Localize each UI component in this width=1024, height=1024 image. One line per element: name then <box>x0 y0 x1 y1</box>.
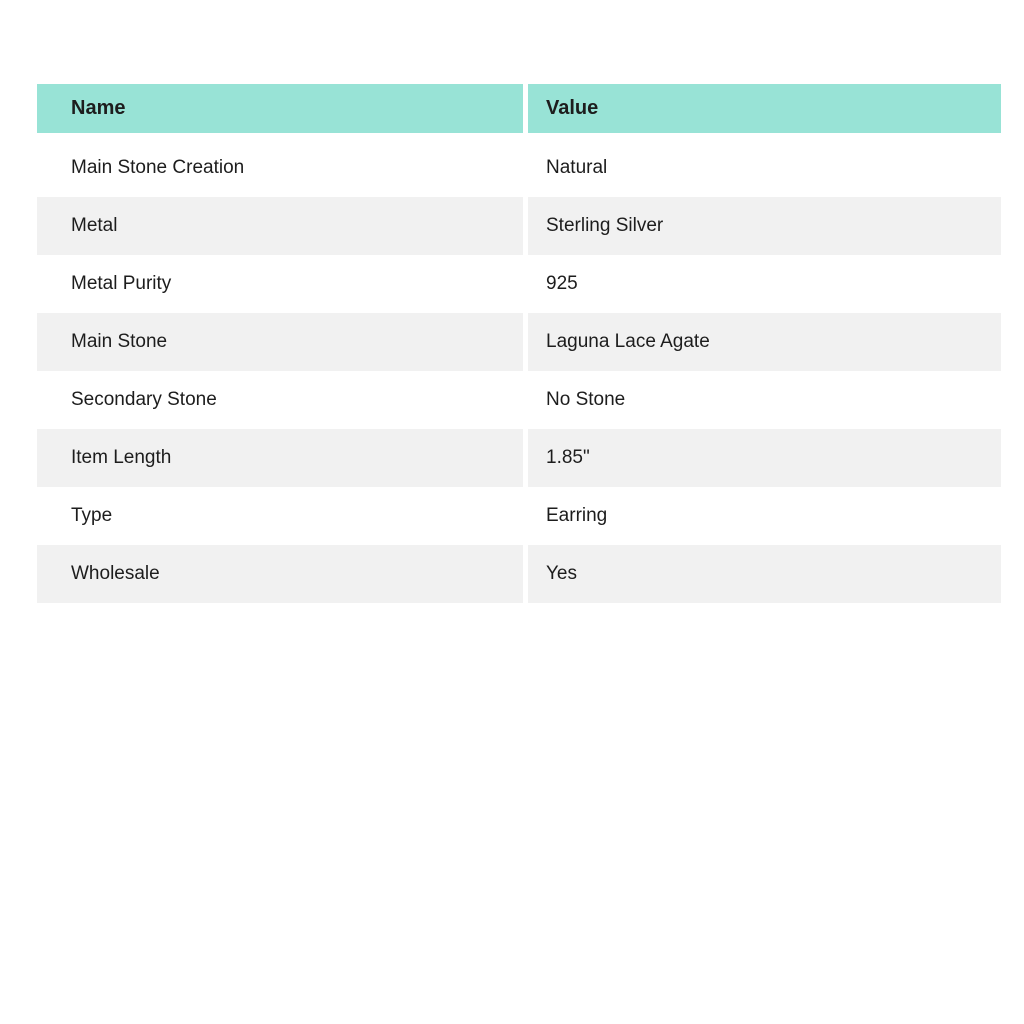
attribute-name-cell <box>37 371 523 429</box>
attribute-name-label: Wholesale <box>71 563 160 584</box>
attribute-value-cell <box>528 429 1001 487</box>
attribute-name-cell <box>37 197 523 255</box>
attribute-value-cell <box>528 197 1001 255</box>
table-row <box>37 197 1001 255</box>
attribute-name-cell <box>37 487 523 545</box>
attribute-name-cell <box>37 429 523 487</box>
attribute-value-label: Sterling Silver <box>546 215 664 236</box>
attribute-name-label: Main Stone Creation <box>71 157 245 178</box>
attribute-name-label: Metal <box>71 215 118 236</box>
attribute-value-label: Natural <box>546 157 608 178</box>
table-row <box>37 371 1001 429</box>
attribute-value-label: Yes <box>546 563 577 584</box>
attribute-name-label: Item Length <box>71 447 172 468</box>
table-row <box>37 139 1001 197</box>
attribute-value-label: Earring <box>546 505 608 526</box>
table-body <box>37 139 1001 603</box>
attribute-name-label: Secondary Stone <box>71 389 217 410</box>
header-cell-value <box>528 84 1001 133</box>
table-row <box>37 255 1001 313</box>
attribute-value-cell <box>528 487 1001 545</box>
attribute-name-cell <box>37 255 523 313</box>
attribute-value-label: 1.85" <box>546 447 590 468</box>
attribute-value-cell <box>528 313 1001 371</box>
attribute-value-label: Laguna Lace Agate <box>546 331 710 352</box>
table-row <box>37 487 1001 545</box>
attribute-name-label: Type <box>71 505 113 526</box>
attribute-name-cell <box>37 313 523 371</box>
table-row <box>37 429 1001 487</box>
product-attributes-table <box>37 84 1001 603</box>
attribute-name-label: Main Stone <box>71 331 168 352</box>
attribute-value-cell <box>528 545 1001 603</box>
attribute-value-label: 925 <box>546 273 578 294</box>
table-row <box>37 313 1001 371</box>
attribute-value-cell <box>528 255 1001 313</box>
header-value-label: Value <box>546 97 599 119</box>
attribute-name-cell <box>37 139 523 197</box>
attribute-value-cell <box>528 371 1001 429</box>
table-row <box>37 545 1001 603</box>
header-name-label: Name <box>71 97 126 119</box>
attribute-name-label: Metal Purity <box>71 273 172 294</box>
attribute-value-label: No Stone <box>546 389 626 410</box>
attribute-name-cell <box>37 545 523 603</box>
header-cell-name <box>37 84 523 133</box>
table-header-row <box>37 84 1001 133</box>
attribute-value-cell <box>528 139 1001 197</box>
